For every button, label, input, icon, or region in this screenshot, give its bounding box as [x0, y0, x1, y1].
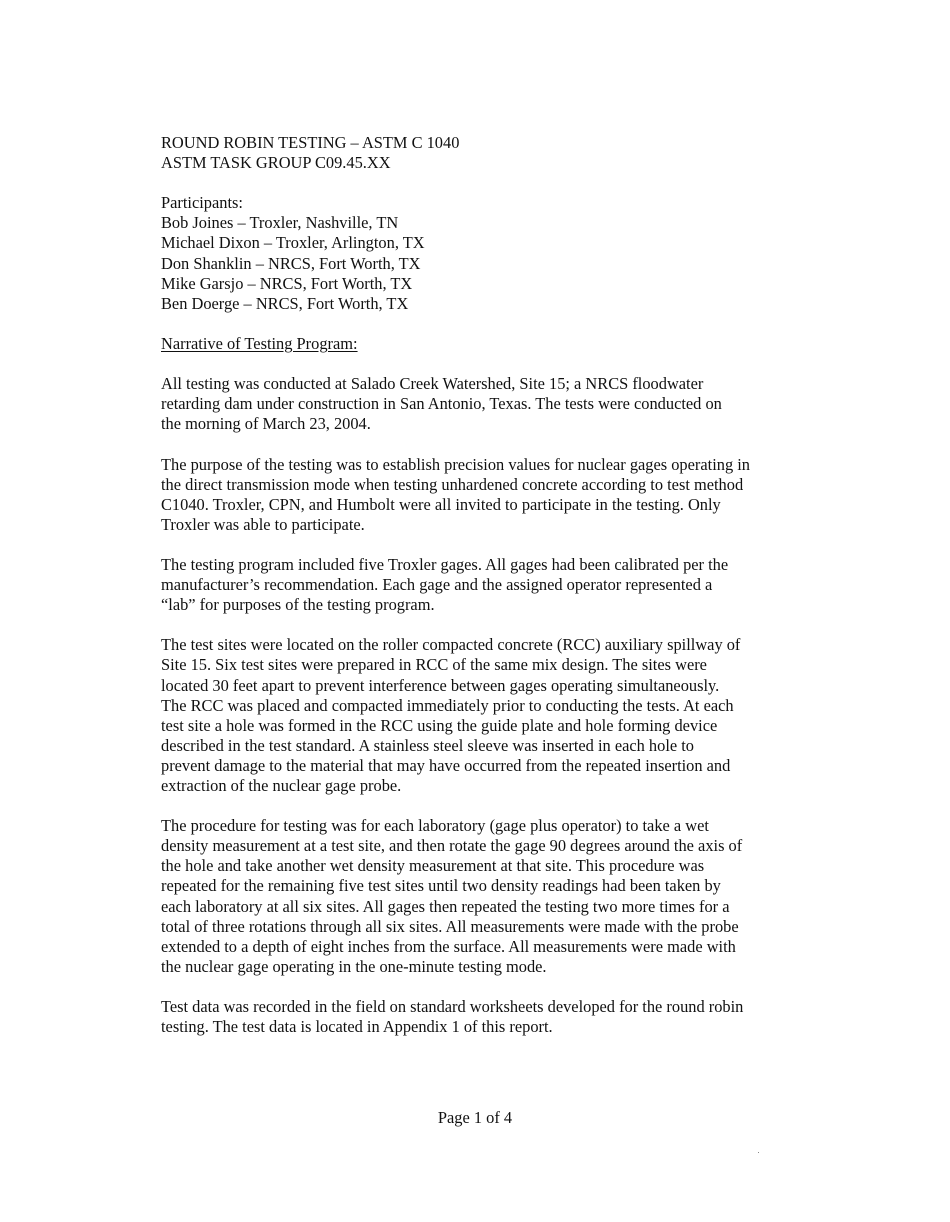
participant-item: Don Shanklin – NRCS, Fort Worth, TX — [161, 253, 421, 273]
participant-item: Michael Dixon – Troxler, Arlington, TX — [161, 233, 425, 253]
paragraph-line: All testing was conducted at Salado Creek Watershed, Site 15; a NRCS floodwater — [161, 374, 704, 394]
paragraph-line: The test sites were located on the roller compacted concrete (RCC) auxiliary spillway of — [161, 635, 741, 655]
paragraph-line: located 30 feet apart to prevent interference between gages operating simultaneously. — [161, 675, 720, 695]
paragraph-line: manufacturer’s recommendation. Each gage and the assigned operator represented a — [161, 575, 713, 595]
document-body — [161, 133, 801, 1037]
participant-item: Ben Doerge – NRCS, Fort Worth, TX — [161, 293, 409, 313]
paragraph-line: prevent damage to the material that may have occurred from the repeated insertion and — [161, 755, 731, 775]
paragraph-line: each laboratory at all six sites. All gages then repeated the testing two more times for a — [161, 896, 730, 916]
paragraph-line: retarding dam under construction in San Antonio, Texas. The tests were conducted on — [161, 394, 722, 414]
spacer — [161, 535, 801, 555]
paragraph-line: extended to a depth of eight inches from the surface. All measurements were made with — [161, 936, 736, 956]
spacer — [161, 615, 801, 635]
paragraph-line: Troxler was able to participate. — [161, 514, 365, 534]
paragraph-line: extraction of the nuclear gage probe. — [161, 776, 402, 795]
paragraph-line: The procedure for testing was for each laboratory (gage plus operator) to take a wet — [161, 816, 709, 836]
paragraph-line: testing. The test data is located in Appendix 1 of this report. — [161, 1017, 553, 1037]
spacer — [161, 796, 801, 816]
participants-label: Participants: — [161, 193, 243, 213]
paragraph-line: the direct transmission mode when testing unhardened concrete according to test method — [161, 474, 744, 494]
paragraph-line: Site 15. Six test sites were prepared in RCC of the same mix design. The sites were — [161, 655, 707, 675]
paragraph-line: The purpose of the testing was to establish precision values for nuclear gages operating in — [161, 454, 750, 474]
paragraph-line: density measurement at a test site, and then rotate the gage 90 degrees around the axis of — [161, 836, 743, 856]
paragraph-line: Test data was recorded in the field on standard worksheets developed for the round robin — [161, 997, 744, 1017]
paragraph-line: The RCC was placed and compacted immediately prior to conducting the tests. At each — [161, 695, 734, 715]
scan-speck — [758, 1152, 759, 1153]
paragraph-procedure — [161, 816, 801, 977]
paragraph-test-data — [161, 997, 801, 1037]
paragraph-location — [161, 374, 801, 434]
participant-item: Mike Garsjo – NRCS, Fort Worth, TX — [161, 273, 413, 293]
paragraph-line: The testing program included five Troxler gages. All gages had been calibrated per the — [161, 554, 729, 574]
spacer — [161, 314, 801, 334]
document-subtitle: ASTM TASK GROUP C09.45.XX — [161, 153, 391, 173]
participant-item: Bob Joines – Troxler, Nashville, TN — [161, 213, 399, 233]
paragraph-line: described in the test standard. A stainless steel sleeve was inserted in each hole to — [161, 735, 694, 755]
paragraph-purpose — [161, 455, 801, 535]
paragraph-line: total of three rotations through all six sites. All measurements were made with the probe — [161, 916, 739, 936]
document-title: ROUND ROBIN TESTING – ASTM C 1040 — [161, 133, 460, 152]
paragraph-line: “lab” for purposes of the testing program. — [161, 595, 435, 615]
spacer — [161, 977, 801, 997]
paragraph-program — [161, 555, 801, 615]
paragraph-line: test site a hole was formed in the RCC using the guide plate and hole forming device — [161, 715, 718, 735]
spacer — [161, 354, 801, 374]
paragraph-line: the morning of March 23, 2004. — [161, 414, 371, 434]
spacer — [161, 173, 801, 193]
narrative-heading: Narrative of Testing Program: — [161, 333, 358, 353]
paragraph-line: repeated for the remaining five test sites until two density readings had been taken by — [161, 876, 721, 896]
paragraph-line: C1040. Troxler, CPN, and Humbolt were all invited to participate in the testing. Only — [161, 494, 721, 514]
spacer — [161, 434, 801, 454]
page-number: Page 1 of 4 — [437, 1108, 513, 1127]
paragraph-test-sites — [161, 635, 801, 796]
paragraph-line: the nuclear gage operating in the one-minute testing mode. — [161, 956, 547, 976]
paragraph-line: the hole and take another wet density measurement at that site. This procedure was — [161, 856, 705, 876]
